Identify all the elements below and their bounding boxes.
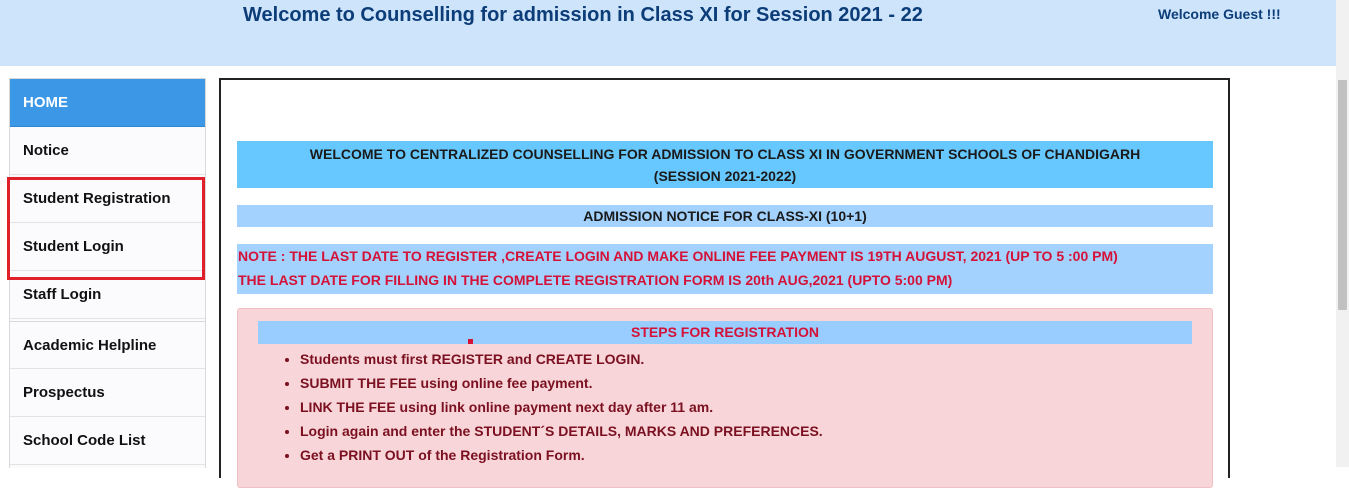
sidebar-item-prospectus[interactable] — [10, 369, 205, 417]
welcome-banner-line2: (SESSION 2021-2022) — [653, 168, 797, 184]
sidebar-item-label: Student Registration — [23, 190, 171, 207]
page-header — [0, 0, 1336, 66]
sidebar-item-student-registration[interactable] — [10, 175, 205, 223]
sidebar-item-student-login[interactable] — [10, 223, 205, 271]
steps-list — [282, 347, 823, 467]
sidebar-item-label: Student Login — [23, 238, 124, 255]
sidebar-item-label: HOME — [23, 94, 68, 111]
registration-steps-panel — [237, 308, 1213, 488]
steps-title: STEPS FOR REGISTRATION — [258, 321, 1192, 344]
sidebar-nav — [9, 78, 206, 468]
sidebar-item-academic-helpline[interactable] — [10, 321, 205, 369]
list-item: • Login again and enter the STUDENT´S DETAILS, MARKS AND PREFERENCES. — [300, 419, 823, 443]
red-dot-mark — [468, 339, 473, 344]
list-item: • Students must first REGISTER and CREATE LOGIN. — [300, 347, 823, 371]
sidebar-item-school-code-list[interactable] — [10, 417, 205, 465]
list-item: • LINK THE FEE using link online payment next day after 11 am. — [300, 395, 823, 419]
scrollbar-thumb[interactable] — [1338, 80, 1347, 310]
sidebar-item-label: Prospectus — [23, 384, 105, 401]
list-item: • SUBMIT THE FEE using online fee payment. — [300, 371, 823, 395]
deadline-note-line1: NOTE : THE LAST DATE TO REGISTER ,CREATE LOGIN AND MAKE ONLINE FEE PAYMENT IS 19TH AUGUST, 2021 (UP TO 5 :00 PM) — [238, 248, 1118, 264]
welcome-banner-line1: WELCOME TO CENTRALIZED COUNSELLING FOR ADMISSION TO CLASS XI IN GOVERNMENT SCHOOLS OF CHANDIGARH — [309, 146, 1141, 162]
sidebar-item-label: Notice — [23, 142, 69, 159]
sidebar-item-notice[interactable] — [10, 127, 205, 175]
deadline-note — [237, 244, 1213, 294]
admission-notice-heading: ADMISSION NOTICE FOR CLASS-XI (10+1) — [237, 205, 1213, 227]
deadline-note-line2: THE LAST DATE FOR FILLING IN THE COMPLETE REGISTRATION FORM IS 20th AUG,2021 (UPTO 5:00 PM) — [238, 272, 953, 288]
welcome-banner — [237, 141, 1213, 188]
page-title: Welcome to Counselling for admission in Class XI for Session 2021 - 22 — [243, 4, 923, 26]
sidebar-item-label: School Code List — [23, 432, 146, 449]
vertical-scrollbar[interactable] — [1336, 0, 1349, 467]
list-item: • Get a PRINT OUT of the Registration Form. — [300, 443, 823, 467]
sidebar-item-label: Staff Login — [23, 286, 102, 303]
sidebar-item-staff-login[interactable] — [10, 271, 205, 319]
sidebar-item-home[interactable] — [10, 79, 205, 127]
main-content — [219, 78, 1230, 478]
welcome-guest-text: Welcome Guest !!! — [1158, 6, 1281, 22]
sidebar-item-label: Academic Helpline — [23, 336, 157, 354]
